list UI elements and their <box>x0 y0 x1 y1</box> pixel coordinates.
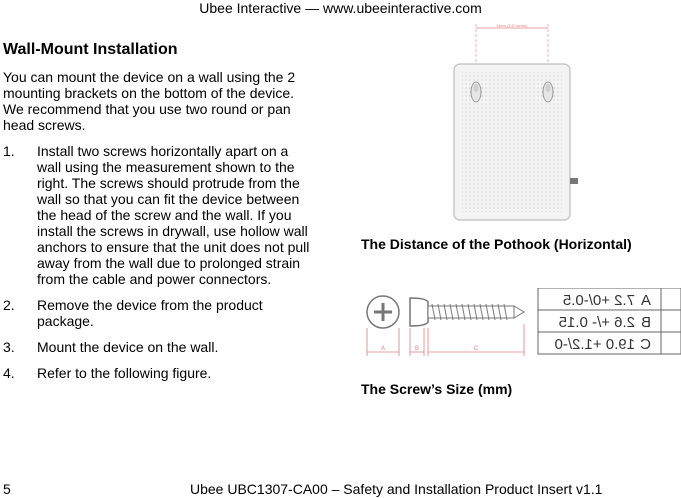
page-header: Ubee Interactive — www.ubeeinteractive.com <box>199 0 482 16</box>
step-text: Refer to the following figure. <box>37 365 212 381</box>
footer-text: Ubee UBC1307-CA00 – Safety and Installation Product Insert v1.1 <box>190 481 603 497</box>
device-back-figure <box>420 22 580 222</box>
step-number: 4. <box>3 365 15 381</box>
table-value-a: 7.2 +0/-0.5 <box>562 292 635 309</box>
step-number: 3. <box>3 339 15 355</box>
step-text: Mount the device on the wall. <box>37 339 219 355</box>
screw-size-figure <box>364 288 681 362</box>
screw-label-a: A <box>380 346 386 352</box>
steps-list <box>3 143 315 381</box>
table-value-b: 2.6 +/- 0.15 <box>558 314 635 331</box>
step-text: Remove the device from the product package. <box>37 297 263 329</box>
list-item <box>3 297 315 329</box>
screw-label-b: B <box>414 346 420 352</box>
screw-size-table <box>538 288 681 354</box>
pothook-caption: The Distance of the Pothook (Horizontal) <box>361 236 632 252</box>
table-label-a: A <box>640 292 651 309</box>
list-item <box>3 365 315 381</box>
left-column <box>3 40 315 391</box>
section-title: Wall-Mount Installation <box>3 41 178 58</box>
screw-caption: The Screw’s Size (mm) <box>361 381 513 397</box>
screw-label-c: C <box>473 346 479 352</box>
step-number: 2. <box>3 297 15 313</box>
step-number: 1. <box>3 143 15 159</box>
pothook-dimension-label: 94mm (3.37 inches) <box>496 24 528 28</box>
intro-paragraph: You can mount the device on a wall using the 2 mounting brackets on the bottom of the device. We recommend that you use two round or pan head screws. <box>3 69 296 133</box>
table-value-c: 19.0 +1.2/-0 <box>554 336 635 353</box>
list-item <box>3 143 315 287</box>
table-label-b: B <box>640 314 651 331</box>
table-label-c: C <box>640 336 651 353</box>
list-item <box>3 339 315 355</box>
step-text: Install two screws horizontally apart on a wall using the measurement shown to the right. The screws should protrude from the wall so that you can fit the device between the head of the screw and the wall. If you install the screws in drywall, use hollow wall anchors to ensure that the unit does not pull away from the wall due to prolonged strain from the cable and power connectors. <box>37 143 310 287</box>
page-number: 5 <box>3 481 11 497</box>
